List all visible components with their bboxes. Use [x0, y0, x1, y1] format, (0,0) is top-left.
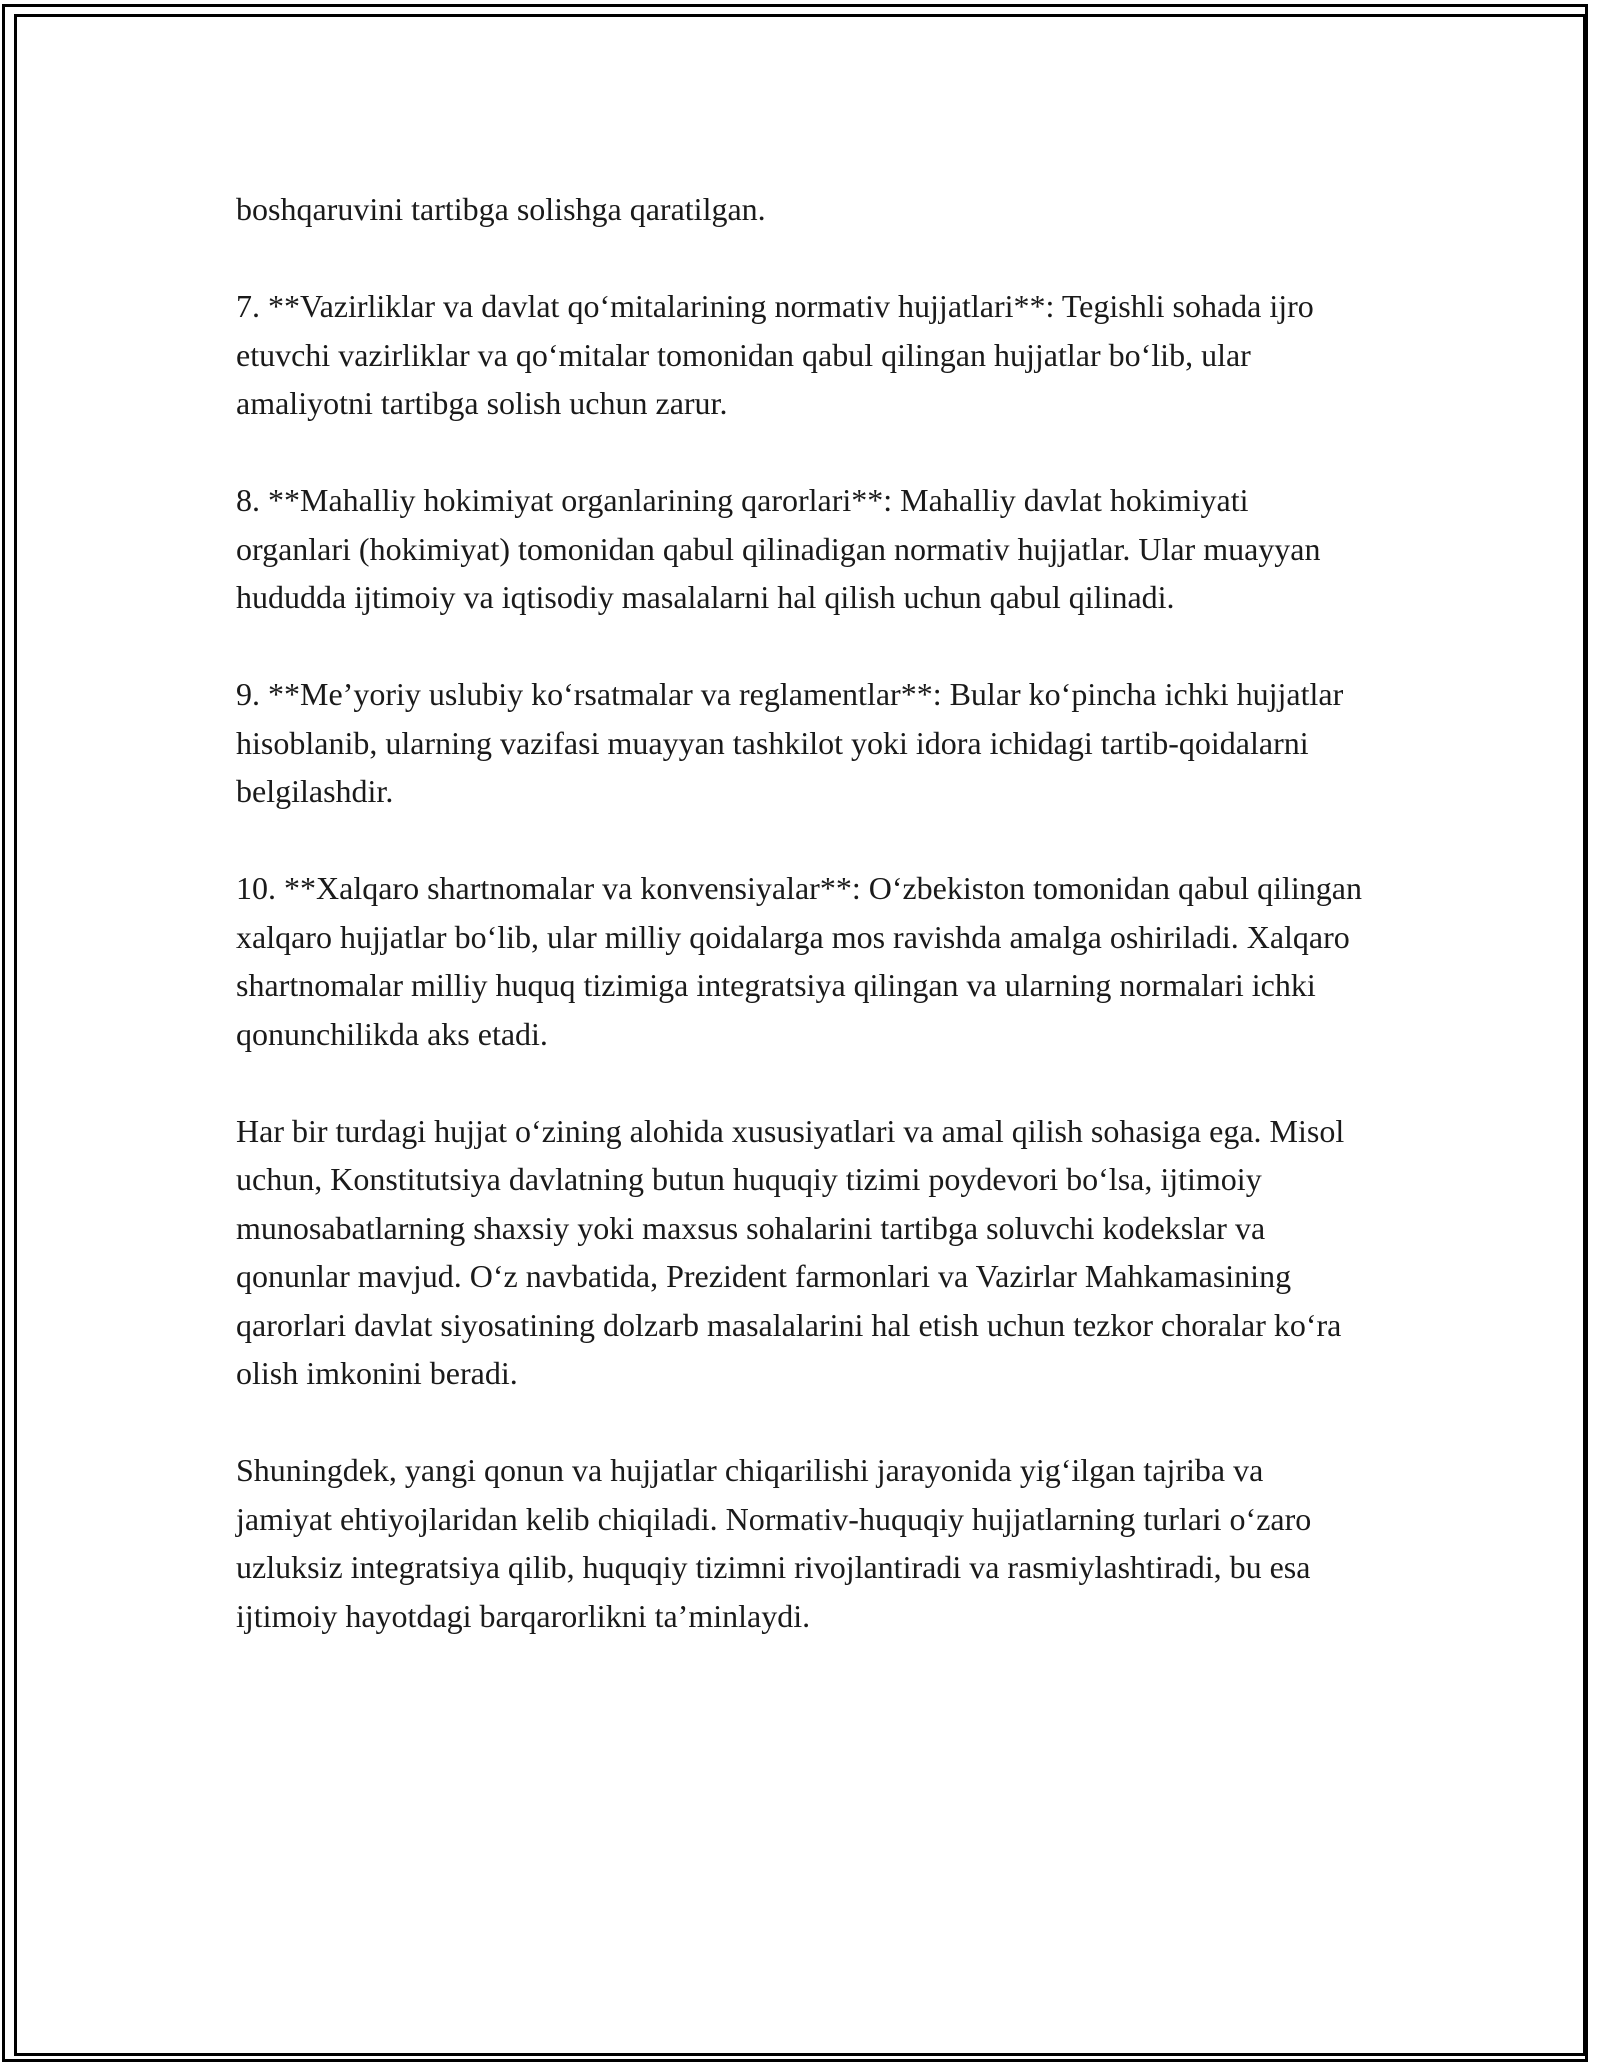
list-item-9: 9. **Me’yoriy uslubiy ko‘rsatmalar va reglamentlar**: Bular ko‘pincha ichki hujjatlar hisoblanib, ularning vazifasi muayyan tashkilot yoki idora ichidagi tartib-qoidalarni belgilashdir.	[236, 676, 1344, 809]
paragraph-continuation: boshqaruvini tartibga solishga qaratilgan.	[236, 191, 766, 227]
paragraph-summary: Har bir turdagi hujjat o‘zining alohida xususiyatlari va amal qilish sohasiga ega. Misol uchun, Konstitutsiya davlatning butun huquqiy tizimi poydevori bo‘lsa, ijtimoiy munosabatlarning shaxsiy yoki maxsus sohalarini tartibga soluvchi kodekslar va qonunlar mavjud. O‘z navbatida, Prezident farmonlari va Vazirlar Mahkamasining qarorlari davlat siyosatining dolzarb masalalarini hal etish uchun tezkor choralar ko‘ra olish imkonini beradi.	[236, 1112, 1345, 1391]
list-item-10: 10. **Xalqaro shartnomalar va konvensiyalar**: O‘zbekiston tomonidan qabul qilingan xalqaro hujjatlar bo‘lib, ular milliy qoidalarga mos ravishda amalga oshiriladi. Xalqaro shartnomalar milliy huquq tizimiga integratsiya qilingan va ularning normalari ichki qonunchilikda aks etadi.	[236, 870, 1362, 1052]
list-item-7: 7. **Vazirliklar va davlat qo‘mitalarining normativ hujjatlari**: Tegishli sohada ijro etuvchi vazirliklar va qo‘mitalar tomonidan qabul qilingan hujjatlar bo‘lib, ular amaliyotni tartibga solish uchun zarur.	[236, 288, 1314, 421]
document-body	[236, 185, 1366, 1640]
paragraph-conclusion: Shuningdek, yangi qonun va hujjatlar chiqarilishi jarayonida yig‘ilgan tajriba va jamiyat ehtiyojlaridan kelib chiqiladi. Normativ-huquqiy hujjatlarning turlari o‘zaro uzluksiz integratsiya qilib, huquqiy tizimni rivojlantiradi va rasmiylashtiradi, bu esa ijtimoiy hayotdagi barqarorlikni ta’minlaydi.	[236, 1452, 1312, 1634]
list-item-8: 8. **Mahalliy hokimiyat organlarining qarorlari**: Mahalliy davlat hokimiyati organlari (hokimiyat) tomonidan qabul qilinadigan normativ hujjatlar. Ular muayyan hududda ijtimoiy va iqtisodiy masalalarni hal qilish uchun qabul qilinadi.	[236, 482, 1321, 615]
